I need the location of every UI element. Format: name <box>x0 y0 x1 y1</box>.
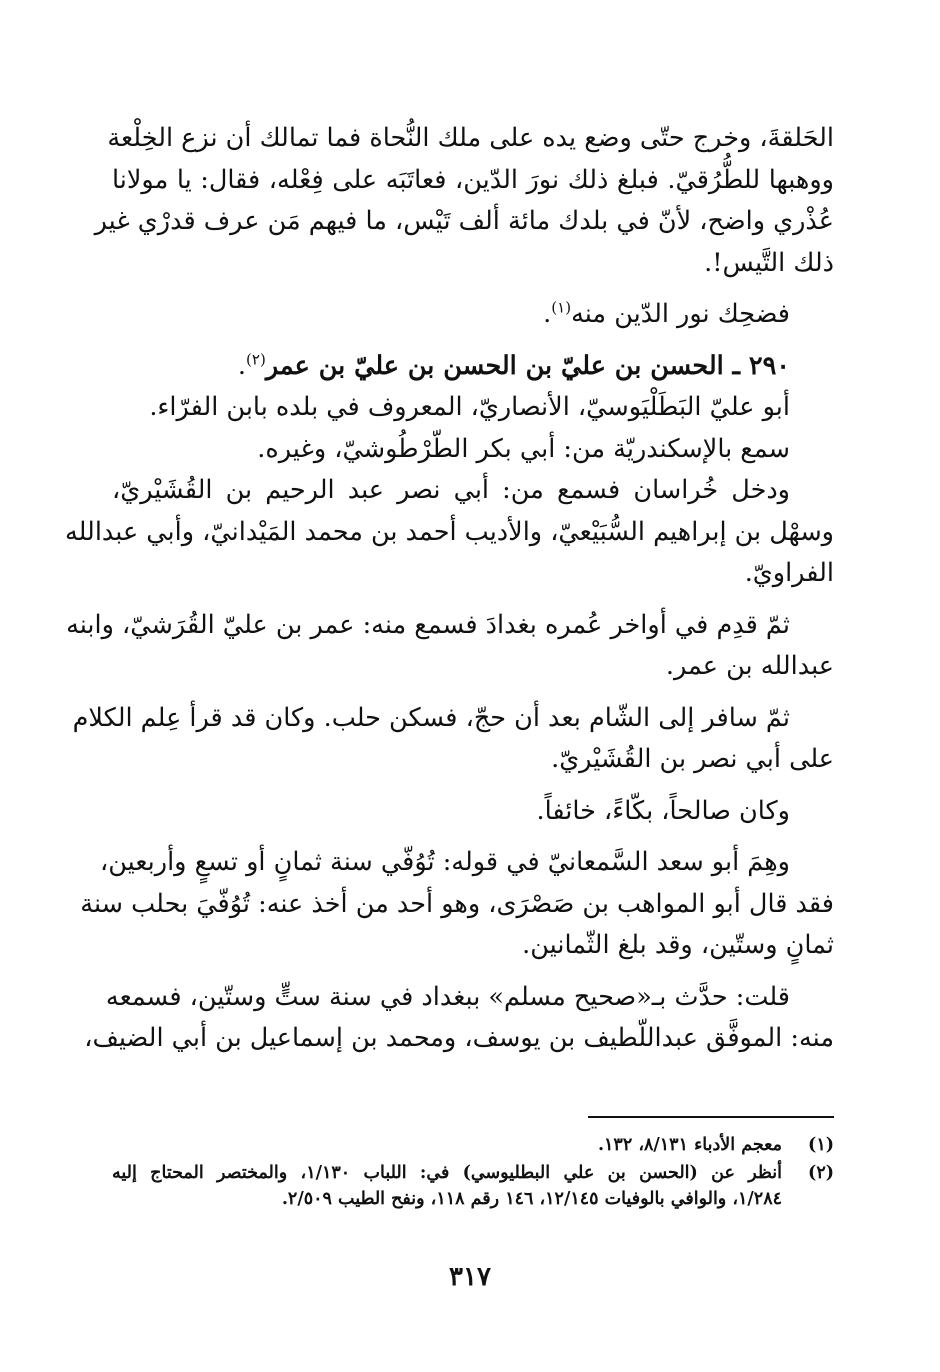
punctuation: . <box>237 350 247 381</box>
text-line: عبدالله بن عمر. <box>665 651 834 681</box>
text-line: فقد قال أبو المواهب بن صَصْرَى، وهو أحد من أخذ عنه: تُوُفّيَ بحلب سنة <box>80 888 834 919</box>
page-number: ٣١٧ <box>449 1262 491 1292</box>
footnote-ref-1[interactable]: (١) <box>551 298 572 317</box>
paragraph-5 <box>64 470 834 595</box>
text-line: ثمّ قدِم في أواخر عُمره بغدادَ فسمع منه: عمر بن عليّ القُرَشيّ، وابنه <box>66 609 790 640</box>
text-line: ثمانٍ وستّين، وقد بلغ الثّمانين. <box>522 930 834 960</box>
entry-heading: ٢٩٠ ـ الحسن بن عليّ بن الحسن بن عليّ بن عمر <box>265 350 790 381</box>
paragraph-4 <box>112 429 834 471</box>
text-line: ووهبها للطُّرُقيّ. فبلغ ذلك نورَ الدّين، فعاتَبَه على فِعْله، فقال: يا مولانا <box>112 164 834 195</box>
paragraph-6 <box>66 605 834 688</box>
paragraph-9 <box>80 842 834 967</box>
text-line: ذلك التَّيس!. <box>704 247 834 278</box>
text-line: معجم الأدباء ٨/١٣١، ١٣٢. <box>597 1135 782 1155</box>
paragraph-8 <box>112 791 834 833</box>
text-line: على أبي نصر بن القُشَيْريّ. <box>551 744 834 774</box>
text-line: ثمّ سافر إلى الشّام بعد أن حجّ، فسكن حلب. وكان قد قرأ عِلم الكلام <box>72 702 790 733</box>
text-line: عُذْري واضح، لأنّ في بلدك مائة ألف تَيْس، ما فيهم مَن عرف قدرْي غير <box>94 206 834 236</box>
text-line: فضحِك نور الدّين منه <box>571 299 790 329</box>
footnote-1 <box>112 1132 834 1158</box>
text-line: ودخل خُراسان فسمع من: أبي نصر عبد الرحيم بن القُشَيْريّ، <box>112 475 790 505</box>
footnote-ref-2[interactable]: (٢) <box>246 350 266 368</box>
paragraph-10 <box>84 977 834 1060</box>
footnote-number: (١) <box>808 1135 834 1155</box>
text-line: أبو عليّ البَطَلْيَوسيّ، الأنصاريّ، المعروف في بلده بابن الفرّاء. <box>149 392 790 422</box>
footnote-2 <box>112 1160 834 1212</box>
punctuation: . <box>543 299 552 329</box>
footnotes <box>112 1132 834 1214</box>
text-line: سمع بالإسكندريّة من: أبي بكر الطّرْطُوشيّ، وغيره. <box>257 433 790 464</box>
text-line: الفراويّ. <box>744 558 834 588</box>
text-line: وسهْل بن إبراهيم السُّبَيْعيّ، والأديب أحمد بن محمد المَيْدانيّ، وأبي عبدالله <box>64 516 834 547</box>
footnote-text <box>112 1132 782 1158</box>
paragraph-1 <box>94 118 834 284</box>
text-line: وهِمَ أبو سعد السَّمعانيّ في قوله: تُوُفّي سنة ثمانٍ أو تسعٍ وأربعين، <box>100 847 790 877</box>
entry-heading-line <box>112 346 834 388</box>
text-line: وكان صالحاً، بكّاءً، خائفاً. <box>536 795 790 826</box>
text-line: منه: الموفَّق عبداللّطيف بن يوسف، ومحمد بن إسماعيل بن أبي الضيف، <box>84 1023 834 1053</box>
paragraph-7 <box>72 698 834 781</box>
text-line: ١/٢٨٤، والوافي بالوفيات ١٢/١٤٥، ١٤٦ رقم ١١٨، ونفح الطيب ٢/٥٠٩. <box>281 1189 782 1209</box>
footnote-text <box>112 1160 782 1212</box>
footnote-number: (٢) <box>808 1163 834 1183</box>
paragraph-2 <box>112 294 834 336</box>
paragraph-3 <box>112 387 834 429</box>
page-body <box>64 118 834 1070</box>
text-line: الحَلقةَ، وخرج حتّى وضع يده على ملك النُّحاة فما تمالك أن نزع الخِلْعة <box>107 123 834 153</box>
footnote-divider <box>588 1116 834 1118</box>
text-line: أنظر عن (الحسن بن علي البطليوسي) في: اللباب ١/١٣٠، والمختصر المحتاج إليه <box>112 1163 782 1183</box>
text-line: قلت: حدَّث بـ«صحيح مسلم» ببغداد في سنة ستٍّ وستّين، فسمعه <box>105 981 790 1012</box>
